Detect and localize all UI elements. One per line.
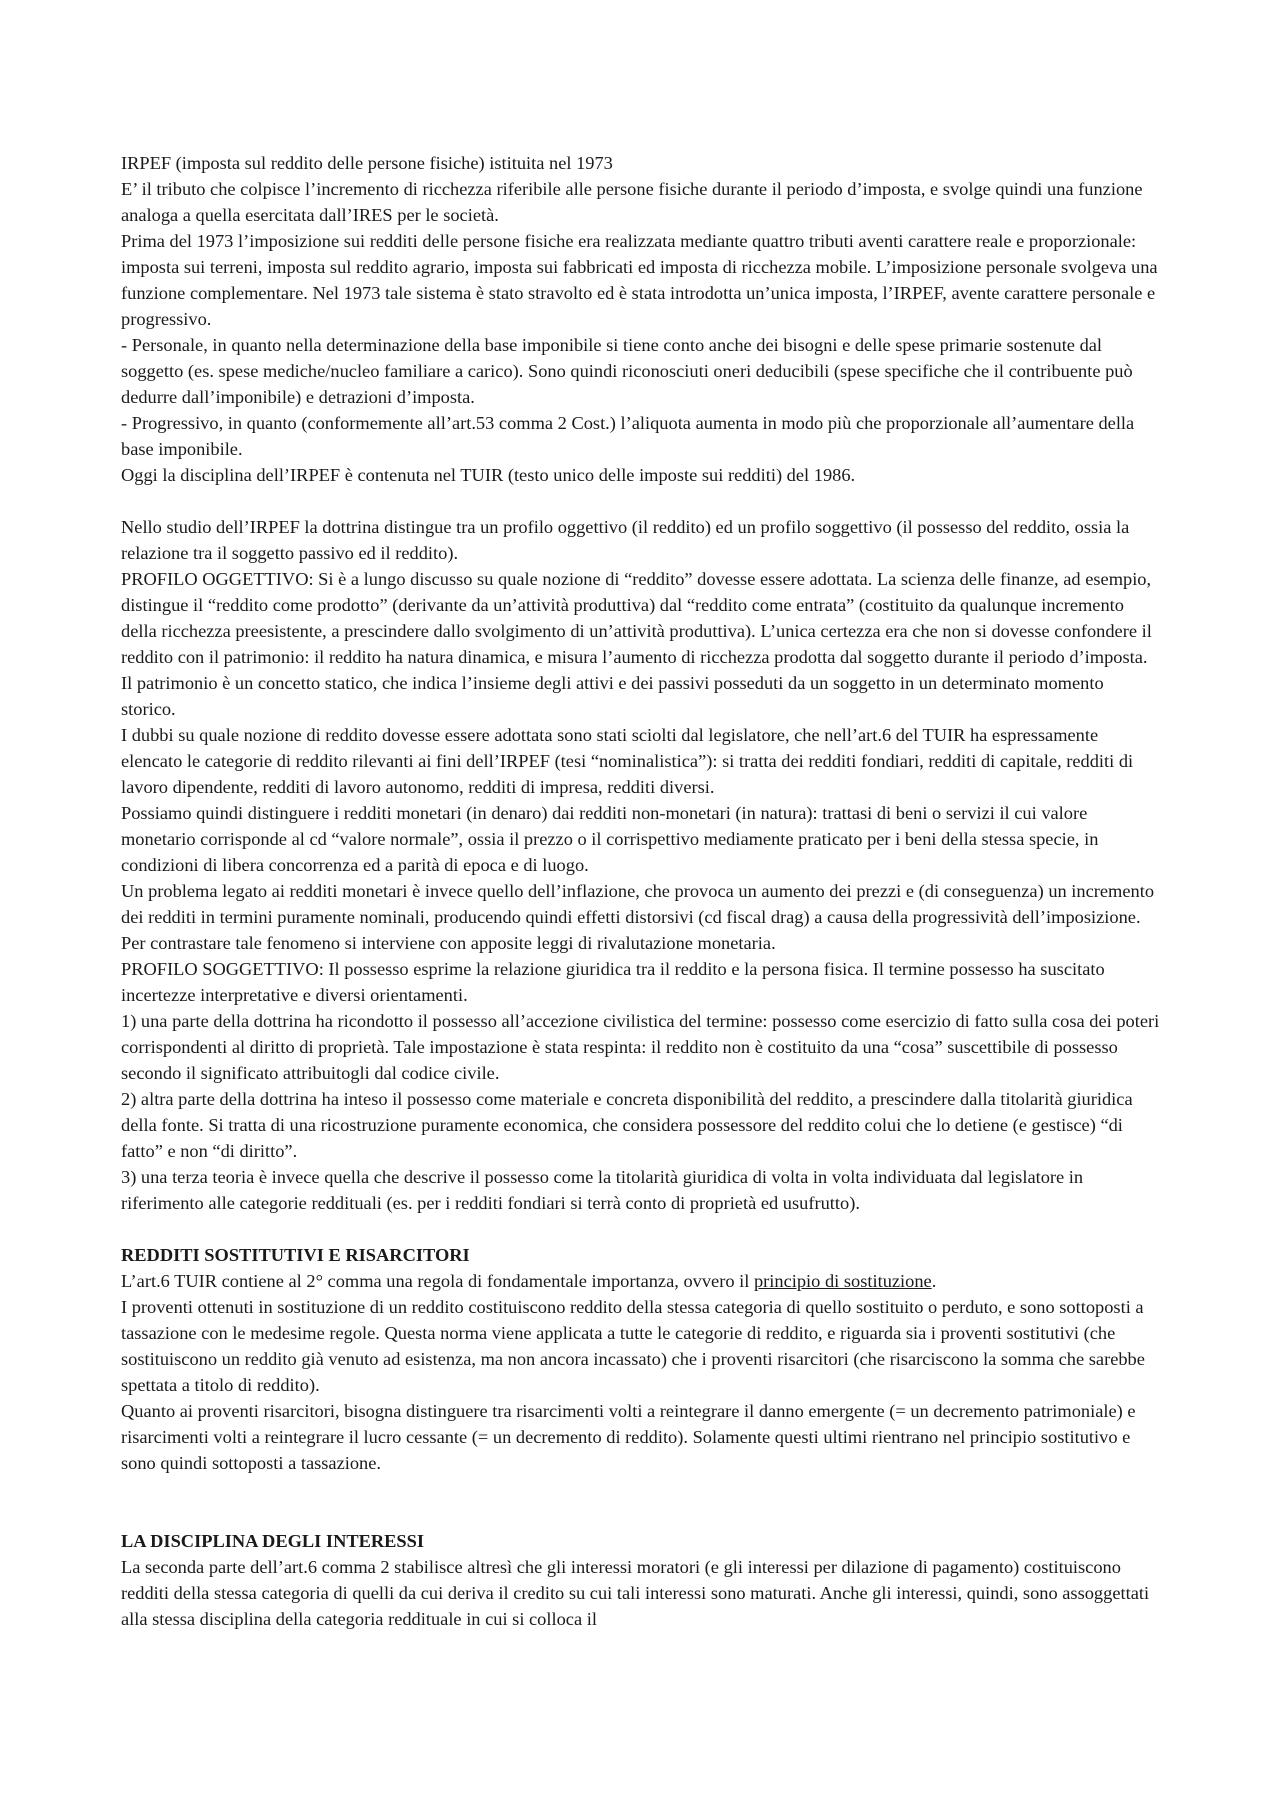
paragraph: Quanto ai proventi risarcitori, bisogna distinguere tra risarcimenti volti a reintegrare il danno emergente (= un decremento patrimoniale) e risarcimenti volti a reintegrare il lucro cessante (= un decremento di reddito). Solamente questi ultimi rientrano nel principio sostitutivo e sono quindi sottoposti a tassazione. [121,1401,1136,1473]
doc-title-line: IRPEF (imposta sul reddito delle persone fisiche) istituita nel 1973 [121,153,613,173]
paragraph: 3) una terza teoria è invece quella che descrive il possesso come la titolarità giuridica di volta in volta individuata dal legislatore in riferimento alle categorie reddituali (es. per i redditi fondiari si terrà conto di proprietà ed usufrutto). [121,1167,1084,1213]
text-run: L’art.6 TUIR contiene al 2° comma una regola di fondamentale importanza, ovvero il [121,1271,754,1291]
spacer [121,488,1161,514]
paragraph: - Progressivo, in quanto (conformemente all’art.53 comma 2 Cost.) l’aliquota aumenta in modo più che proporzionale all’aumentare della base imponibile. [121,413,1135,459]
paragraph: Prima del 1973 l’imposizione sui redditi delle persone fisiche era realizzata mediante quattro tributi aventi carattere reale e proporzionale: imposta sui terreni, imposta sul reddito agrario, imposta sui fabbricati ed imposta di ricchezza mobile. L’imposizione personale svolgeva una funzione complementare. Nel 1973 tale sistema è stato stravolto ed è stata introdotta un’unica imposta, l’IRPEF, avente carattere personale e progressivo. [121,231,1158,329]
spacer [121,1216,1161,1242]
paragraph: I dubbi su quale nozione di reddito dovesse essere adottata sono stati sciolti dal legislatore, che nell’art.6 del TUIR ha espressamente elencato le categorie di reddito rilevanti ai fini dell’IRPEF (tesi “nominalistica”): si tratta dei redditi fondiari, redditi di capitale, redditi di lavoro dipendente, redditi di lavoro autonomo, redditi di impresa, redditi diversi. [121,725,1134,797]
section-heading-interessi: LA DISCIPLINA DEGLI INTERESSI [121,1531,425,1551]
paragraph [121,1268,1161,1294]
paragraph: PROFILO SOGGETTIVO: Il possesso esprime la relazione giuridica tra il reddito e la persona fisica. Il termine possesso ha suscitato incertezze interpretative e diversi orientamenti. [121,959,1105,1005]
spacer [121,1476,1161,1528]
paragraph: La seconda parte dell’art.6 comma 2 stabilisce altresì che gli interessi moratori (e gli interessi per dilazione di pagamento) costituiscono redditi della stessa categoria di quelli da cui deriva il credito su cui tali interessi sono maturati. Anche gli interessi, quindi, sono assoggettati alla stessa disciplina della categoria reddituale in cui si colloca il [121,1557,1150,1629]
paragraph: 1) una parte della dottrina ha ricondotto il possesso all’accezione civilistica del termine: possesso come esercizio di fatto sulla cosa dei poteri corrispondenti al diritto di proprietà. Tale impostazione è stata respinta: il reddito non è costituito da una “cosa” suscettibile di possesso secondo il significato attribuitogli dal codice civile. [121,1011,1160,1083]
underlined-term: principio di sostituzione [753,1271,932,1291]
document-page [121,150,1161,1632]
paragraph: Oggi la disciplina dell’IRPEF è contenuta nel TUIR (testo unico delle imposte sui redditi) del 1986. [121,465,856,485]
paragraph: 2) altra parte della dottrina ha inteso il possesso come materiale e concreta disponibilità del reddito, a prescindere dalla titolarità giuridica della fonte. Si tratta di una ricostruzione puramente economica, che considera possessore del reddito colui che lo detiene (e gestisce) “di fatto” e non “di diritto”. [121,1089,1133,1161]
section-heading-sostitutivi: REDDITI SOSTITUTIVI E RISARCITORI [121,1245,470,1265]
paragraph: E’ il tributo che colpisce l’incremento di ricchezza riferibile alle persone fisiche durante il periodo d’imposta, e svolge quindi una funzione analoga a quella esercitata dall’IRES per le società. [121,179,1143,225]
paragraph: Un problema legato ai redditi monetari è invece quello dell’inflazione, che provoca un aumento dei prezzi e (di conseguenza) un incremento dei redditi in termini puramente nominali, producendo quindi effetti distorsivi (cd fiscal drag) a causa della progressività dell’imposizione. Per contrastare tale fenomeno si interviene con apposite leggi di rivalutazione monetaria. [121,881,1155,953]
paragraph: Nello studio dell’IRPEF la dottrina distingue tra un profilo oggettivo (il reddito) ed un profilo soggettivo (il possesso del reddito, ossia la relazione tra il soggetto passivo ed il reddito). [121,517,1130,563]
paragraph: - Personale, in quanto nella determinazione della base imponibile si tiene conto anche dei bisogni e delle spese primarie sostenute dal soggetto (es. spese mediche/nucleo familiare a carico). Sono quindi riconosciuti oneri deducibili (spese specifiche che il contribuente può dedurre dall’imponibile) e detrazioni d’imposta. [121,335,1133,407]
paragraph: I proventi ottenuti in sostituzione di un reddito costituiscono reddito della stessa categoria di quello sostituito o perduto, e sono sottoposti a tassazione con le medesime regole. Questa norma viene applicata a tutte le categorie di reddito, e riguarda sia i proventi sostitutivi (che sostituiscono un reddito già venuto ad esistenza, ma non ancora incassato) che i proventi risarcitori (che risarciscono la somma che sarebbe spettata a titolo di reddito). [121,1297,1145,1395]
paragraph: PROFILO OGGETTIVO: Si è a lungo discusso su quale nozione di “reddito” dovesse essere adottata. La scienza delle finanze, ad esempio, distingue il “reddito come prodotto” (derivante da un’attività produttiva) dal “reddito come entrata” (costituito da qualunque incremento della ricchezza preesistente, a prescindere dallo svolgimento di un’attività produttiva). L’unica certezza era che non si dovesse confondere il reddito con il patrimonio: il reddito ha natura dinamica, e misura l’aumento di ricchezza prodotta dal soggetto durante il periodo d’imposta. Il patrimonio è un concetto statico, che indica l’insieme degli attivi e dei passivi posseduti da un soggetto in un determinato momento storico. [121,569,1152,719]
paragraph: Possiamo quindi distinguere i redditi monetari (in denaro) dai redditi non-monetari (in natura): trattasi di beni o servizi il cui valore monetario corrisponde al cd “valore normale”, ossia il prezzo o il corrispettivo mediamente praticato per i beni della stessa specie, in condizioni di libera concorrenza ed a parità di epoca e di luogo. [121,803,1099,875]
text-run: . [931,1271,937,1291]
